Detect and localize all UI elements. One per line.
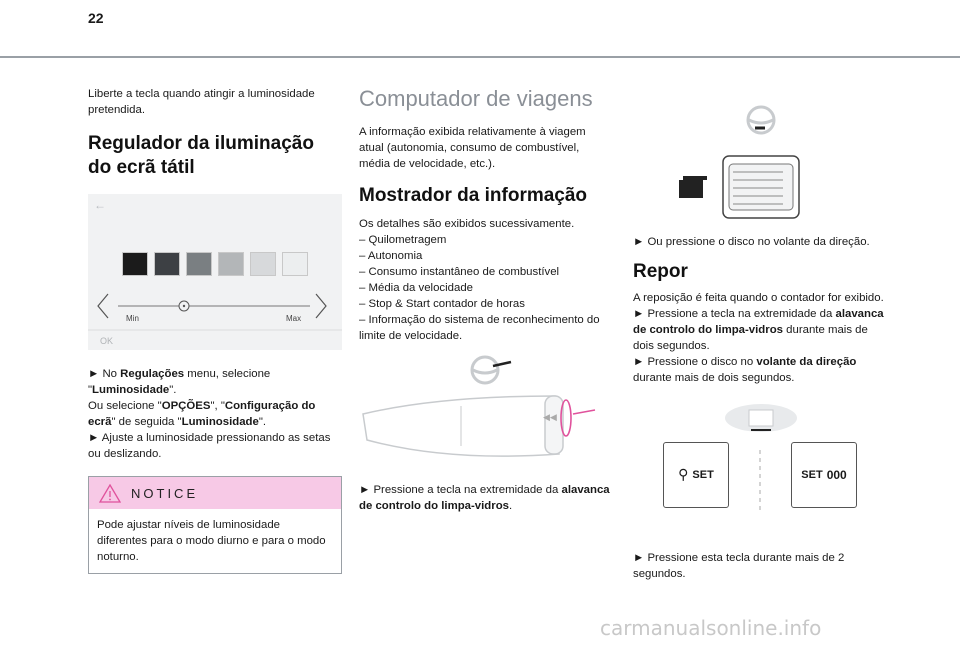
set-button-counter: SET 000 (791, 442, 857, 508)
step-1: ► No Regulações menu, selecione "Luminosidade". Ou selecione "OPÇÕES", "Configuração do ecrã" de seguida "Luminosidade". (88, 368, 316, 428)
notice-box (88, 476, 342, 574)
wiper-caption: ► Pressione a tecla na extremidade da alavanca de controlo do limpa-vidros. (359, 484, 610, 512)
notice-header (89, 477, 341, 509)
section-heading-brightness: Regulador da iluminação do ecrã tátil (88, 133, 314, 178)
info-list (359, 232, 613, 344)
steering-wheel-icon (748, 107, 774, 133)
pointer-arrow (573, 410, 595, 414)
chevron-left-icon (98, 294, 108, 318)
set-button-wrench: ⚲ SET (663, 442, 729, 508)
list-intro: Os detalhes são exibidos sucessivamente. (359, 218, 575, 230)
column-3 (633, 100, 887, 582)
list-item: – Stop & Start contador de horas (359, 298, 525, 310)
list-item: – Quilometragem (359, 234, 447, 246)
wheel-caption: ► Ou pressione o disco no volante da direção. (633, 236, 870, 248)
page-number: 22 (88, 10, 104, 26)
slider-max-label: Max (286, 314, 302, 323)
reset-step-1: ► Pressione a tecla na extremidade da alavanca de controlo do limpa-vidros durante mais de dois segundos. (633, 308, 884, 352)
brightness-slider-graphic (88, 194, 342, 350)
column-1 (88, 86, 342, 574)
watermark: carmanualsonline.info (600, 616, 822, 640)
steering-wheel-disc-illustration (633, 100, 887, 220)
section-heading-reset: Repor (633, 261, 688, 282)
set-button-illustration (633, 386, 887, 536)
thumbwheel-icon (723, 156, 799, 218)
list-item: – Informação do sistema de reconhecimento do limite de velocidade. (359, 314, 600, 342)
steering-wheel-icon (472, 357, 511, 383)
back-arrow-icon: ← (94, 198, 106, 212)
wrench-icon: ⚲ (678, 467, 689, 483)
list-item: – Autonomia (359, 250, 423, 262)
brightness-screen-illustration (88, 194, 342, 350)
list-item: – Média da velocidade (359, 282, 473, 294)
intro-text: Liberte a tecla quando atingir a luminosidade pretendida. (88, 88, 315, 116)
ok-label: OK (100, 336, 114, 346)
section-heading-display: Mostrador da informação (359, 185, 588, 206)
trip-intro: A informação exibida relativamente à viagem atual (autonomia, consumo de combustível, média de velocidade, etc.). (359, 126, 586, 170)
warning-triangle-icon (99, 484, 121, 503)
header-rule (0, 56, 960, 58)
wiper-stalk-illustration (359, 344, 613, 482)
svg-text:◀◀: ◀◀ (543, 412, 557, 422)
slider-min-label: Min (126, 314, 139, 323)
reset-intro: A reposição é feita quando o contador for exibido. (633, 292, 884, 304)
wiper-stalk-icon (363, 396, 595, 456)
section-title-trip-computer: Computador de viagens (359, 86, 593, 111)
list-item: – Consumo instantâneo de combustível (359, 266, 560, 278)
notice-text: Pode ajustar níveis de luminosidade diferentes para o modo diurno e para o modo noturno. (97, 519, 326, 563)
chevron-right-icon (316, 294, 326, 318)
reset-step-2: ► Pressione o disco no volante da direção durante mais de dois segundos. (633, 356, 857, 384)
set-caption: ► Pressione esta tecla durante mais de 2 segundos. (633, 552, 845, 580)
dashboard-control-icon (725, 404, 797, 432)
step-3: ► Ajuste a luminosidade pressionando as setas ou deslizando. (88, 432, 331, 460)
column-2 (359, 86, 613, 514)
display-pages-icon (679, 176, 707, 198)
notice-title: NOTICE (131, 485, 199, 501)
